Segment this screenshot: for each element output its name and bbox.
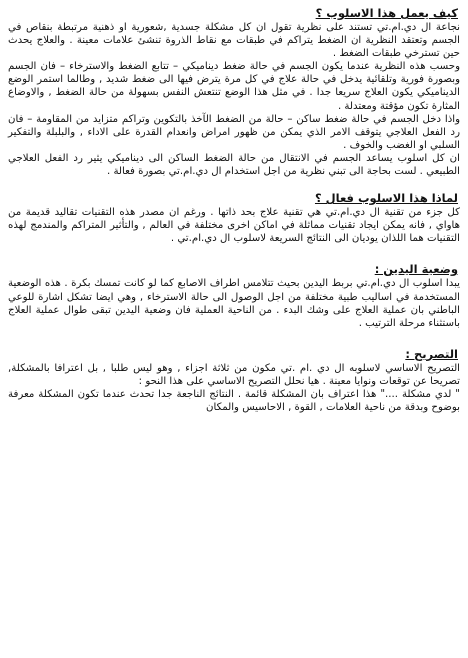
paragraph: التصريح الاساسي لاسلوبه ال دي .ام .تي مكون من ثلاثة اجزاء , وهو ليس طلبا , بل اعترافا بالمشكلة, تصريحا عن توقعات ونوايا معينة . هيا نحلل التصريح الاساسي على هذا النحو :: [8, 362, 460, 387]
section-heading: كيف يعمل هذا الاسلوب ؟: [315, 6, 458, 20]
paragraph: كل جزء من تقنية ال دي.ام.تي هي تقنية علاج بحد ذاتها . ورغم ان مصدر هذه التقنيات تقاليد قديمة من هاواي , فانه يمكن ايجاد تقنيات مماثلة في اماكن اخرى مختلفة في العالم , والتأثير المتراكم والمندمج لهذه التقنيات هما اللذان يوديان الى النتائج السريعة لاسلوب ال دي.ام.تي .: [8, 207, 460, 245]
spacer: [8, 330, 460, 343]
section-heading: التصريح :: [405, 346, 458, 361]
spacer: [8, 178, 460, 191]
section-why-effective: [8, 191, 460, 245]
paragraph: ان كل اسلوب يساعد الجسم في الانتقال من حالة الضغط الساكن الى ديناميكي يثير رد الفعل العلاجي الطبيعي . لست بحاجة الى تبني نظرية من اجل استخدام ال دي.ام.تي بصورة فعالة .: [8, 152, 460, 178]
paragraph: نجاعة ال دي.ام.تي تستند على نظرية تقول ان كل مشكلة جسدية ,شعورية او ذهنية مرتبطة بنقاص في الجسم وتعتقد النظرية ان الضغط يتراكم في طبقات مع نقاط الذروة تنشئ علامات معينة . والعلاج يحدث حين تسترخي طبقات الضغط .: [8, 22, 460, 60]
section-heading: وضعية اليدين :: [374, 262, 458, 277]
paragraph: " لدي مشكلة ...." هذا اعتراف بان المشكلة قائمة . النتائج الناجعة جدا تحدث عندما تكون المشكلة معرفة بوضوح وبدقة من ناحية العلامات , القوة , الاحاسيس والمكان: [8, 388, 460, 414]
paragraph: وحسب هذه النظرية عندما يكون الجسم في حالة ضغط ديناميكي – تتابع الضغط والاسترخاء – فان الجسم وبصورة فورية وتلقائية يدخل في حالة علاج في كل مرة يترض فيها الى ضغط شديد , وطالما استمر الوضع الديناميكي يكون العلاج سريعا جدا . في مثل هذا الوضع تنتعش النفس بسهولة من حالة الضغط , والاوضاع المثارة تكون مؤقتة ومعتدلة .: [8, 61, 460, 112]
section-heading: لماذا هذا الاسلوب فعال ؟: [314, 191, 458, 206]
spacer: [8, 245, 460, 258]
section-hand-position: [8, 262, 460, 329]
paragraph: يبدا اسلوب ال دي.ام.تي بربط اليدين بحيث تتلامس اطراف الاصابع كما لو كانت تمسك بكرة . هذه الوضعية المستخدمة في اساليب طبية مختلفة من اجل الوصول الى حالة الاسترخاء , وهي ايضا تشكل اشارة للوعي الباطني بان عملية العلاج على وشك البدء . من الناحية العملية فان وضعية اليدين تبقى طوال عملية العلاج باستثناء مرحلة الترتيب .: [8, 278, 460, 329]
section-declaration: [8, 347, 460, 414]
section-how-it-works: [8, 6, 460, 178]
paragraph: واذا دخل الجسم في حالة ضغط ساكن – حالة من الضغط الآخذ بالتكوين وتراكم متزايد من المقاومة – فان رد الفعل العلاجي يتوقف الامر الذي يمكن من ظهور امراض وانعدام القدرة على الاداء , والبلبلة والتفكير السلبي او الغضب والخوف .: [8, 113, 460, 151]
